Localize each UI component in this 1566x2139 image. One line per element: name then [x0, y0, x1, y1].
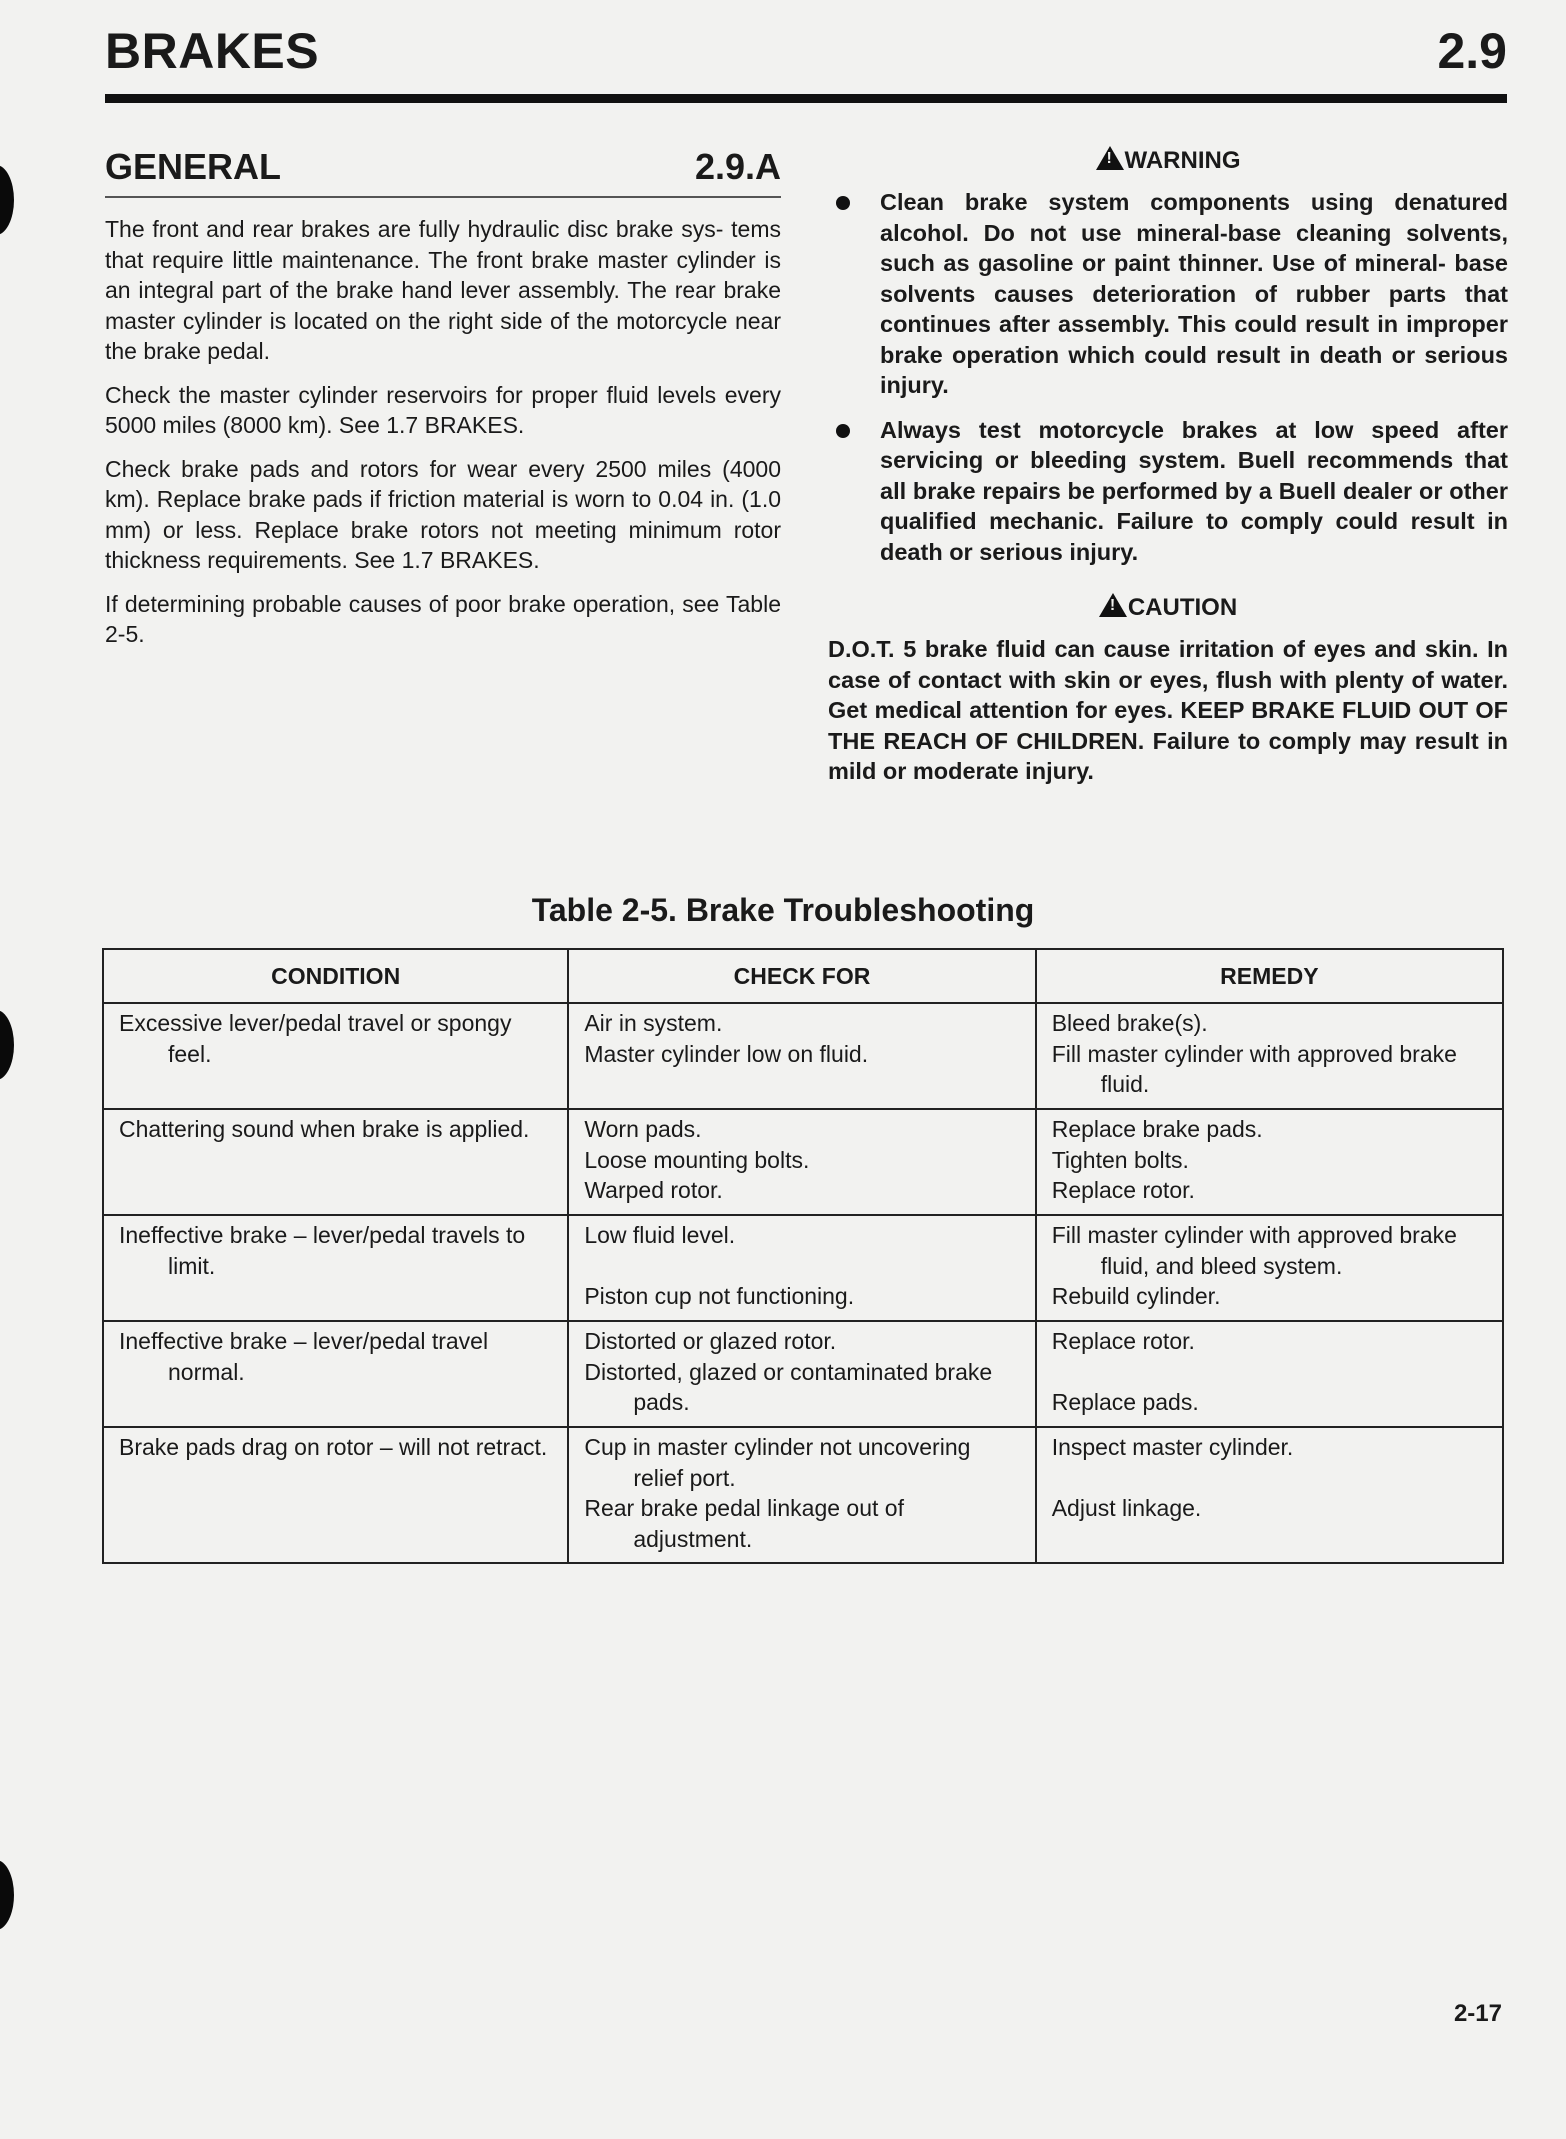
column-header: REMEDY [1036, 949, 1503, 1003]
cell-line: Brake pads drag on rotor – will not retract. [119, 1434, 548, 1460]
cell-line: Low fluid level. [584, 1222, 736, 1248]
check-cell [568, 1003, 1035, 1109]
general-section [105, 146, 781, 663]
condition-cell [103, 1427, 568, 1563]
table-header-row [103, 949, 1503, 1003]
troubleshooting-table [102, 948, 1504, 1564]
cell-line: Ineffective brake – lever/pedal travels to limit. [119, 1222, 526, 1279]
table-row [103, 1003, 1503, 1109]
table-row [103, 1215, 1503, 1321]
header-rule [105, 94, 1507, 103]
cell-line: Loose mounting bolts. [584, 1146, 810, 1173]
cell-line: Fill master cylinder with approved brake fluid, and bleed system. [1051, 1222, 1457, 1279]
remedy-cell [1036, 1109, 1503, 1215]
caution-text: D.O.T. 5 brake fluid can cause irritation of eyes and skin. In case of contact with skin or eyes, flush with plenty of water. Get medical attention for eyes. KEEP BRAKE FLUID OUT OF THE REACH OF CHILDREN. Failure to comply may result in mild or moderate injury. [828, 636, 1508, 784]
column-header: CHECK FOR [568, 949, 1035, 1003]
cell-line: Rear brake pedal linkage out of adjustment. [584, 1495, 904, 1552]
remedy-cell [1036, 1321, 1503, 1427]
cell-line: Chattering sound when brake is applied. [119, 1116, 530, 1142]
condition-cell [103, 1109, 568, 1215]
cell-line: Cup in master cylinder not uncovering relief port. [584, 1434, 971, 1491]
cell-line: Warped rotor. [584, 1177, 723, 1203]
caution-heading [828, 593, 1508, 622]
warning-heading [828, 146, 1508, 175]
page-number: 2-17 [1453, 2000, 1502, 2027]
chapter-number: 2.9 [1437, 23, 1507, 79]
cell-line: Tighten bolts. [1051, 1146, 1189, 1173]
section-heading [105, 146, 781, 198]
column-header: CONDITION [103, 949, 568, 1003]
cell-line: Worn pads. [584, 1116, 702, 1142]
cell-line: Replace brake pads. [1051, 1116, 1263, 1142]
table-row [103, 1109, 1503, 1215]
warning-text: Always test motorcycle brakes at low speed after servicing or bleeding system. Buell recommends that all brake repairs be performed by a Buell dealer or other qualified mechanic. Failure to comply could result in death or serious injury. [880, 416, 1508, 565]
table-row [103, 1427, 1503, 1563]
cell-line: Air in system. [584, 1010, 723, 1036]
warning-item [828, 187, 1508, 401]
remedy-cell [1036, 1215, 1503, 1321]
bullet-icon [836, 424, 850, 438]
check-cell [568, 1427, 1035, 1563]
remedy-cell [1036, 1427, 1503, 1563]
check-cell [568, 1109, 1035, 1215]
cell-line: Replace rotor. [1051, 1328, 1195, 1354]
binder-hole [0, 165, 14, 235]
caution-label: CAUTION [1127, 594, 1238, 621]
cell-line: Replace rotor. [1051, 1177, 1195, 1203]
check-cell [568, 1215, 1035, 1321]
condition-cell [103, 1321, 568, 1427]
cell-line: Distorted or glazed rotor. [584, 1328, 837, 1354]
warning-item [828, 415, 1508, 568]
cell-line: Ineffective brake – lever/pedal travel normal. [119, 1328, 489, 1385]
caution-icon [1099, 593, 1127, 617]
cell-line: Replace pads. [1051, 1389, 1199, 1415]
bullet-icon [836, 196, 850, 210]
cell-line: Distorted, glazed or contaminated brake pads. [584, 1358, 993, 1415]
safety-notices [828, 146, 1508, 787]
body-paragraph: Check brake pads and rotors for wear every 2500 miles (4000 km). Replace brake pads if friction material is worn to 0.04 in. (1.0 mm) or less. Replace brake rotors not meeting minimum rotor thickness requirements. See 1.7 BRAKES. [105, 455, 781, 573]
condition-cell [103, 1003, 568, 1109]
section-title: GENERAL [105, 146, 282, 187]
remedy-cell [1036, 1003, 1503, 1109]
cell-line: Piston cup not functioning. [584, 1283, 855, 1309]
cell-spacer [1052, 1463, 1488, 1494]
warning-label: WARNING [1124, 147, 1241, 174]
section-number: 2.9.A [694, 146, 781, 187]
table-title: Table 2-5. Brake Troubleshooting [531, 892, 1035, 928]
cell-line: Fill master cylinder with approved brake fluid. [1051, 1040, 1457, 1097]
cell-spacer [584, 1251, 1020, 1282]
cell-line: Bleed brake(s). [1051, 1010, 1208, 1036]
cell-line: Excessive lever/pedal travel or spongy feel. [119, 1010, 512, 1067]
cell-line: Master cylinder low on fluid. [584, 1040, 869, 1067]
chapter-title: BRAKES [105, 23, 320, 79]
page-header [105, 22, 1507, 102]
body-paragraph: If determining probable causes of poor brake operation, see Table 2-5. [105, 590, 781, 647]
check-cell [568, 1321, 1035, 1427]
body-paragraph: Check the master cylinder reservoirs for proper fluid levels every 5000 miles (8000 km). See 1.7 BRAKES. [105, 381, 781, 438]
binder-hole [0, 1010, 14, 1080]
cell-spacer [1052, 1357, 1488, 1388]
cell-line: Inspect master cylinder. [1051, 1434, 1294, 1460]
binder-hole [0, 1860, 14, 1930]
table-row [103, 1321, 1503, 1427]
cell-line: Rebuild cylinder. [1051, 1283, 1221, 1309]
cell-line: Adjust linkage. [1051, 1495, 1202, 1521]
body-paragraph: The front and rear brakes are fully hydraulic disc brake sys- tems that require little maintenance. The front brake master cylinder is an integral part of the brake hand lever assembly. The rear brake master cylinder is located on the right side of the motorcycle near the brake pedal. [105, 216, 781, 364]
warning-icon [1096, 146, 1124, 170]
warning-text: Clean brake system components using denatured alcohol. Do not use mineral-base cleaning solvents, such as gasoline or paint thinner. Use of mineral- base solvents causes deterioration of rubber parts that continues after assembly. This could result in improper brake operation which could result in death or serious injury. [880, 189, 1508, 398]
condition-cell [103, 1215, 568, 1321]
